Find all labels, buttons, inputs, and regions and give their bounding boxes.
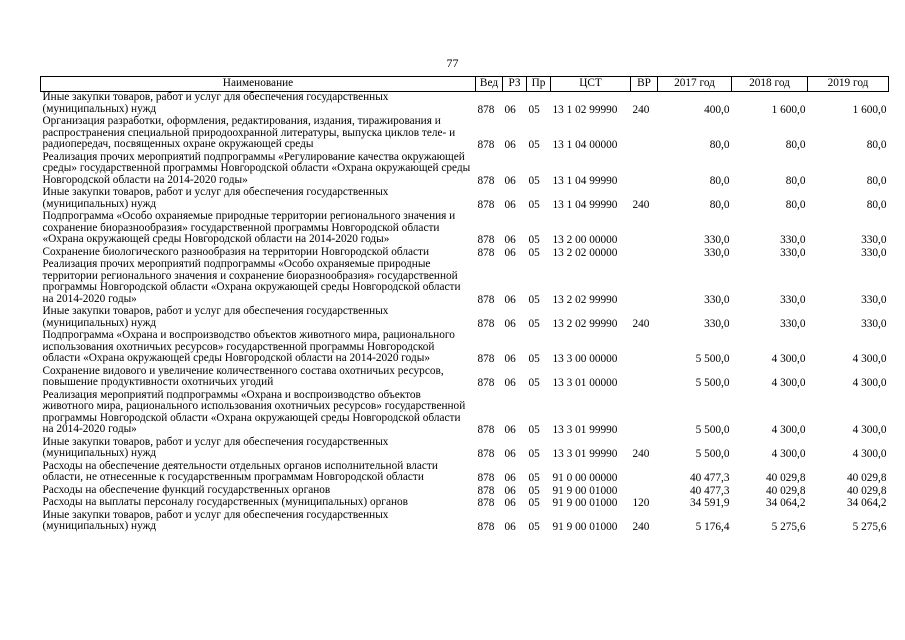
header-vr: ВР — [631, 77, 658, 92]
cell-name: Иные закупки товаров, работ и услуг для обеспечения государственных (муниципальных) нужд — [42, 305, 389, 329]
table-row — [41, 306, 889, 330]
cell-2018: 40 029,8 — [765, 472, 806, 484]
table-row — [41, 510, 889, 534]
cell-ved: 878 — [477, 497, 495, 509]
cell-rz: 06 — [504, 497, 516, 509]
cell-2019: 40 029,8 — [846, 484, 887, 497]
cell-cst: 91 9 00 01000 — [552, 497, 618, 509]
cell-2019: 80,0 — [866, 139, 887, 151]
cell-vr — [631, 152, 658, 188]
table-row — [41, 116, 889, 152]
cell-vr: 240 — [632, 317, 650, 330]
header-2017: 2017 год — [658, 77, 732, 92]
cell-pr: 05 — [528, 448, 540, 460]
table-row — [41, 366, 889, 390]
cell-cst: 13 3 01 99990 — [552, 448, 618, 460]
header-rz: РЗ — [503, 77, 527, 92]
cell-rz: 06 — [504, 234, 516, 246]
cell-name: Подпрограмма «Особо охраняемые природные территории регионального значения и сохранение биоразнообразия» государственной программы Новгородской области «Охрана окружающей среды Новгородской области на 2014-2020 годы» — [42, 210, 456, 245]
cell-pr: 05 — [528, 484, 540, 497]
cell-vr — [631, 247, 658, 260]
cell-name: Организация разработки, оформления, редактирования, издания, тиражирования и распространения специальной природоохранной литературы, выпуска циклов теле- и радиопередач, посвященных охране окружающей среды — [42, 115, 456, 150]
table-row — [41, 187, 889, 211]
cell-pr: 05 — [528, 293, 540, 306]
cell-2018: 4 300,0 — [771, 448, 806, 460]
cell-ved: 878 — [477, 353, 495, 365]
cell-vr — [631, 211, 658, 247]
cell-rz: 06 — [504, 103, 516, 116]
cell-2018: 5 275,6 — [771, 521, 806, 533]
cell-cst: 13 3 01 00000 — [552, 377, 618, 389]
cell-2019: 330,0 — [861, 293, 887, 306]
table-row — [41, 92, 889, 117]
cell-2017: 40 477,3 — [689, 472, 730, 484]
cell-pr: 05 — [528, 246, 540, 259]
cell-vr: 120 — [632, 497, 650, 509]
cell-cst: 13 1 04 00000 — [552, 139, 618, 151]
cell-ved: 878 — [477, 198, 495, 211]
cell-2018: 330,0 — [780, 234, 806, 246]
cell-pr: 05 — [528, 521, 540, 533]
cell-vr — [631, 330, 658, 366]
cell-2017: 80,0 — [709, 174, 730, 187]
cell-2017: 330,0 — [704, 293, 730, 306]
cell-vr: 240 — [632, 103, 650, 116]
cell-ved: 878 — [477, 377, 495, 389]
cell-2019: 80,0 — [866, 198, 887, 211]
cell-cst: 91 9 00 01000 — [552, 521, 618, 533]
table-row — [41, 497, 889, 510]
cell-cst: 13 3 00 00000 — [552, 353, 618, 365]
cell-2017: 5 500,0 — [695, 353, 730, 365]
cell-2019: 40 029,8 — [846, 472, 887, 484]
cell-2019: 330,0 — [861, 234, 887, 246]
page-number: 77 — [446, 56, 459, 70]
cell-rz: 06 — [504, 246, 516, 259]
cell-2017: 330,0 — [704, 317, 730, 330]
cell-pr: 05 — [528, 198, 540, 211]
header-ved: Вед — [476, 77, 503, 92]
cell-cst: 13 1 04 99990 — [552, 174, 618, 187]
header-cst: ЦСТ — [551, 77, 631, 92]
cell-rz: 06 — [504, 521, 516, 533]
cell-vr: 240 — [632, 198, 650, 211]
cell-name: Расходы на обеспечение функций государственных органов — [42, 483, 331, 496]
table-row — [41, 152, 889, 188]
table-row — [41, 437, 889, 461]
cell-2018: 34 064,2 — [765, 497, 806, 509]
cell-rz: 06 — [504, 448, 516, 460]
cell-2019: 80,0 — [866, 174, 887, 187]
cell-name: Иные закупки товаров, работ и услуг для обеспечения государственных (муниципальных) нужд — [42, 91, 389, 115]
header-2019: 2019 год — [808, 77, 889, 92]
cell-ved: 878 — [477, 317, 495, 330]
cell-vr — [631, 259, 658, 306]
cell-name: Расходы на обеспечение деятельности отдельных органов исполнительной власти области, не отнесенные к государственным программам Новгородской области — [42, 459, 438, 483]
cell-cst: 91 0 00 00000 — [552, 472, 618, 484]
cell-pr: 05 — [528, 472, 540, 484]
cell-2017: 40 477,3 — [689, 484, 730, 497]
cell-name: Иные закупки товаров, работ и услуг для обеспечения государственных (муниципальных) нужд — [42, 435, 389, 459]
cell-vr — [631, 116, 658, 152]
cell-rz: 06 — [504, 174, 516, 187]
cell-name: Реализация прочих мероприятий подпрограммы «Регулирование качества окружающей среды» государственной программы Новгородской области «Охрана окружающей среды Новгородской области на 2014-2020 годы» — [42, 150, 471, 186]
table-row — [41, 211, 889, 247]
cell-ved: 878 — [477, 139, 495, 151]
cell-rz: 06 — [504, 377, 516, 389]
budget-table — [40, 76, 889, 534]
header-2018: 2018 год — [732, 77, 808, 92]
cell-2018: 80,0 — [785, 198, 806, 211]
cell-cst: 13 2 00 00000 — [552, 234, 618, 246]
cell-2018: 80,0 — [785, 139, 806, 151]
cell-2019: 4 300,0 — [852, 377, 887, 389]
cell-rz: 06 — [504, 317, 516, 330]
cell-2017: 80,0 — [709, 139, 730, 151]
cell-2018: 330,0 — [780, 246, 806, 259]
cell-2019: 4 300,0 — [852, 353, 887, 365]
cell-name: Иные закупки товаров, работ и услуг для обеспечения государственных (муниципальных) нужд — [42, 508, 389, 532]
cell-vr — [631, 485, 658, 498]
cell-2018: 40 029,8 — [765, 484, 806, 497]
cell-ved: 878 — [477, 103, 495, 116]
cell-pr: 05 — [528, 353, 540, 365]
cell-ved: 878 — [477, 246, 495, 259]
cell-cst: 13 2 02 99990 — [552, 317, 618, 330]
cell-vr — [631, 366, 658, 390]
cell-ved: 878 — [477, 424, 495, 436]
cell-pr: 05 — [528, 139, 540, 151]
cell-ved: 878 — [477, 293, 495, 306]
cell-rz: 06 — [504, 424, 516, 436]
cell-2017: 5 500,0 — [695, 377, 730, 389]
cell-rz: 06 — [504, 353, 516, 365]
cell-name: Подпрограмма «Охрана и воспроизводство объектов животного мира, рационального использования охотничьих ресурсов» государственной программы Новгородской области «Охрана окружающей среды Новгородской области на 2014-2020 годы» — [42, 329, 455, 364]
cell-vr — [631, 390, 658, 437]
cell-ved: 878 — [477, 472, 495, 484]
header-name: Наименование — [41, 77, 476, 92]
cell-name: Сохранение видового и увеличение количественного состава охотничьих ресурсов, повышение продуктивности охотничьих угодий — [42, 364, 444, 388]
cell-cst: 91 9 00 01000 — [552, 484, 618, 497]
cell-2019: 5 275,6 — [852, 521, 887, 533]
cell-ved: 878 — [477, 484, 495, 497]
cell-pr: 05 — [528, 497, 540, 509]
table-body — [41, 92, 889, 534]
cell-name: Реализация мероприятий подпрограммы «Охрана и воспроизводство объектов животного мира, рационального использования охотничьих ресурсов» государственной программы Новгородской области «Охрана окружающей среды Новгородской области на 2014-2020 годы» — [42, 388, 466, 435]
cell-2017: 80,0 — [709, 198, 730, 211]
cell-name: Реализация прочих мероприятий подпрограммы «Особо охраняемые природные территории регионального значения и сохранение биоразнообразия» государственной программы Новгородской области «Охрана окружающей среды Новгородской области на 2014-2020 годы» — [42, 258, 461, 305]
cell-2019: 330,0 — [861, 317, 887, 330]
cell-vr: 240 — [632, 448, 650, 460]
cell-2019: 1 600,0 — [852, 103, 887, 116]
cell-pr: 05 — [528, 424, 540, 436]
cell-cst: 13 2 02 99990 — [552, 293, 618, 306]
cell-name: Расходы на выплаты персоналу государственных (муниципальных) органов — [42, 496, 408, 508]
cell-ved: 878 — [477, 234, 495, 246]
cell-pr: 05 — [528, 377, 540, 389]
cell-2017: 5 500,0 — [695, 424, 730, 436]
cell-2019: 4 300,0 — [852, 424, 887, 436]
cell-2018: 4 300,0 — [771, 424, 806, 436]
cell-2018: 330,0 — [780, 317, 806, 330]
cell-pr: 05 — [528, 317, 540, 330]
table-row — [41, 461, 889, 485]
cell-rz: 06 — [504, 472, 516, 484]
table-row — [41, 259, 889, 306]
header-pr: Пр — [527, 77, 551, 92]
cell-pr: 05 — [528, 174, 540, 187]
table-row — [41, 330, 889, 366]
cell-cst: 13 2 02 00000 — [552, 246, 618, 259]
cell-vr: 240 — [632, 521, 650, 533]
cell-2019: 34 064,2 — [846, 497, 887, 509]
cell-2018: 80,0 — [785, 174, 806, 187]
cell-2019: 330,0 — [861, 246, 887, 259]
cell-2019: 4 300,0 — [852, 448, 887, 460]
cell-2018: 4 300,0 — [771, 377, 806, 389]
cell-rz: 06 — [504, 198, 516, 211]
cell-2017: 5 176,4 — [695, 521, 730, 533]
cell-2018: 1 600,0 — [771, 103, 806, 116]
cell-ved: 878 — [477, 521, 495, 533]
table-header-row — [41, 77, 889, 92]
cell-rz: 06 — [504, 139, 516, 151]
cell-cst: 13 1 04 99990 — [552, 198, 618, 211]
cell-2018: 330,0 — [780, 293, 806, 306]
cell-2017: 330,0 — [704, 234, 730, 246]
cell-rz: 06 — [504, 293, 516, 306]
cell-2017: 330,0 — [704, 246, 730, 259]
cell-pr: 05 — [528, 234, 540, 246]
cell-name: Иные закупки товаров, работ и услуг для обеспечения государственных (муниципальных) нужд — [42, 186, 389, 210]
cell-name: Сохранение биологического разнообразия на территории Новгородской области — [42, 245, 429, 258]
cell-cst: 13 3 01 99990 — [552, 424, 618, 436]
cell-vr — [631, 461, 658, 485]
cell-2017: 5 500,0 — [695, 448, 730, 460]
cell-ved: 878 — [477, 174, 495, 187]
cell-ved: 878 — [477, 448, 495, 460]
cell-pr: 05 — [528, 103, 540, 116]
cell-2017: 34 591,9 — [689, 497, 730, 509]
cell-rz: 06 — [504, 484, 516, 497]
cell-2018: 4 300,0 — [771, 353, 806, 365]
cell-cst: 13 1 02 99990 — [552, 103, 618, 116]
cell-2017: 400,0 — [704, 103, 730, 116]
table-row — [41, 390, 889, 437]
